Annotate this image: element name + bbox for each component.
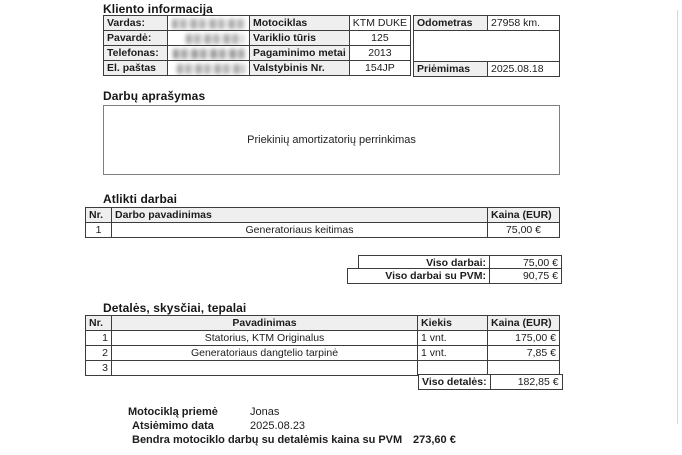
part-row-name: Generatoriaus dangtelio tarpinė bbox=[112, 346, 418, 361]
redacted-blur bbox=[186, 34, 244, 44]
parts-col-nr: Nr. bbox=[86, 316, 112, 331]
table-header-row bbox=[86, 208, 560, 223]
client-surname-label: Pavardė: bbox=[104, 31, 168, 46]
pickup-date-value: 2025.08.23 bbox=[250, 420, 306, 432]
motorcycle-label: Motociklas bbox=[250, 16, 350, 31]
table-row bbox=[104, 46, 411, 61]
table-row bbox=[414, 31, 560, 62]
works-total-value: 75,00 € bbox=[490, 256, 562, 271]
client-name-label: Vardas: bbox=[104, 16, 168, 31]
work-description-heading: Darbų aprašymas bbox=[103, 89, 206, 103]
work-row-price: 75,00 € bbox=[488, 223, 560, 238]
part-row-qty: 1 vnt. bbox=[418, 331, 488, 346]
works-heading: Atlikti darbai bbox=[103, 192, 178, 206]
parts-table bbox=[85, 315, 560, 376]
works-col-name: Darbo pavadinimas bbox=[112, 208, 488, 223]
client-phone-value-redacted bbox=[168, 46, 250, 61]
part-row-nr: 2 bbox=[86, 346, 112, 361]
grand-total-value: 273,60 € bbox=[413, 434, 456, 446]
table-row bbox=[86, 331, 560, 346]
parts-total-row bbox=[418, 374, 563, 390]
works-total-vat-row bbox=[347, 268, 562, 284]
works-col-nr: Nr. bbox=[86, 208, 112, 223]
works-total-vat-label: Viso darbai su PVM: bbox=[348, 269, 490, 284]
received-by-label: Motociklą priemė bbox=[128, 406, 218, 418]
works-total-vat-value: 90,75 € bbox=[490, 269, 562, 284]
parts-heading: Detalės, skysčiai, tepalai bbox=[103, 301, 247, 315]
redacted-blur bbox=[172, 19, 246, 29]
part-row-price: 175,00 € bbox=[488, 331, 560, 346]
received-by-row bbox=[128, 406, 218, 418]
work-row-name: Generatoriaus keitimas bbox=[112, 223, 488, 238]
motorcycle-value: KTM DUKE bbox=[349, 16, 410, 31]
part-row-qty: 1 vnt. bbox=[418, 346, 488, 361]
intake-date-label: Priėmimas bbox=[414, 62, 488, 77]
page-edge-line bbox=[677, 10, 678, 424]
client-info-heading: Kliento informacija bbox=[103, 2, 213, 16]
engine-size-value: 125 bbox=[349, 31, 410, 46]
grand-total-row bbox=[132, 434, 402, 446]
intake-date-value: 2025.08.18 bbox=[488, 62, 560, 77]
pickup-date-label: Atsiėmimo data bbox=[132, 420, 214, 432]
part-row-nr: 3 bbox=[86, 361, 112, 376]
table-row bbox=[104, 61, 411, 76]
parts-col-qty: Kiekis bbox=[418, 316, 488, 331]
parts-total-value: 182,85 € bbox=[490, 375, 562, 390]
empty-cell bbox=[414, 31, 560, 62]
client-email-label: El. paštas bbox=[104, 61, 168, 76]
table-row bbox=[104, 16, 411, 31]
engine-size-label: Variklio tūris bbox=[250, 31, 350, 46]
production-year-label: Pagaminimo metai bbox=[250, 46, 350, 61]
odometer-label: Odometras bbox=[414, 16, 488, 31]
part-row-price: 7,85 € bbox=[488, 346, 560, 361]
works-col-price: Kaina (EUR) bbox=[488, 208, 560, 223]
table-row bbox=[419, 375, 563, 390]
client-name-value-redacted bbox=[168, 16, 250, 31]
plate-number-value: 154JP bbox=[349, 61, 410, 76]
part-row-name: Statorius, KTM Originalus bbox=[112, 331, 418, 346]
table-row bbox=[348, 269, 562, 284]
grand-total-label: Bendra motociklo darbų su detalėmis kaina su PVM bbox=[132, 434, 403, 446]
client-phone-label: Telefonas: bbox=[104, 46, 168, 61]
redacted-blur bbox=[173, 49, 246, 59]
redacted-blur bbox=[177, 64, 245, 74]
parts-total-label: Viso detalės: bbox=[419, 375, 491, 390]
parts-col-price: Kaina (EUR) bbox=[488, 316, 560, 331]
parts-col-name: Pavadinimas bbox=[112, 316, 418, 331]
table-row bbox=[86, 346, 560, 361]
client-email-value-redacted bbox=[168, 61, 250, 76]
pickup-date-row bbox=[132, 420, 214, 432]
table-row bbox=[104, 31, 411, 46]
table-row bbox=[414, 16, 560, 31]
received-by-value: Jonas bbox=[250, 406, 280, 418]
odometer-intake-table bbox=[413, 15, 560, 77]
work-row-nr: 1 bbox=[86, 223, 112, 238]
works-table bbox=[85, 207, 560, 238]
client-info-table bbox=[103, 15, 411, 76]
part-row-name bbox=[112, 361, 418, 376]
works-total-label: Viso darbai: bbox=[359, 256, 490, 271]
table-header-row bbox=[86, 316, 560, 331]
work-description-box bbox=[103, 105, 560, 175]
production-year-value: 2013 bbox=[349, 46, 410, 61]
client-surname-value-redacted bbox=[168, 31, 250, 46]
odometer-value: 27958 km. bbox=[488, 16, 560, 31]
part-row-nr: 1 bbox=[86, 331, 112, 346]
table-row bbox=[86, 223, 560, 238]
plate-number-label: Valstybinis Nr. bbox=[250, 61, 350, 76]
work-description-text: Priekinių amortizatorių perrinkimas bbox=[247, 134, 416, 146]
table-row bbox=[414, 62, 560, 77]
